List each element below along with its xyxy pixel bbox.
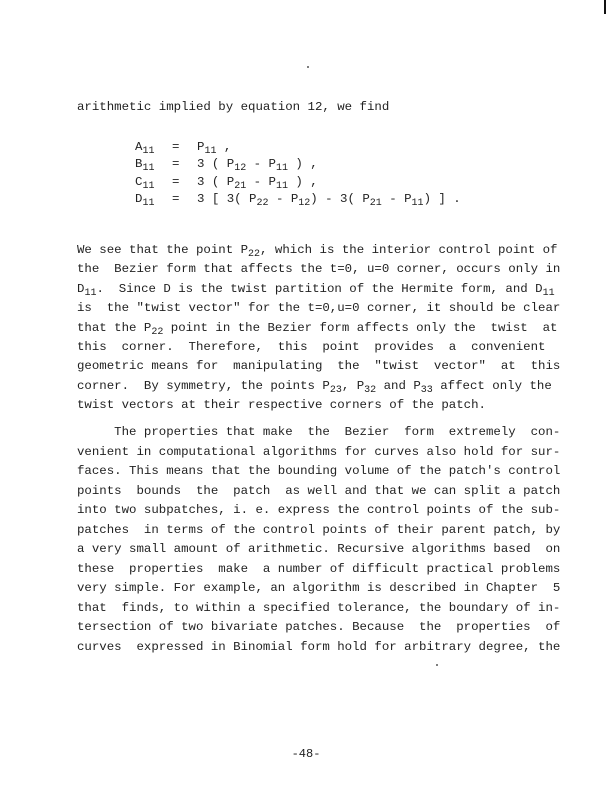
margin-mark <box>604 0 606 14</box>
page-number: -48- <box>291 747 321 761</box>
equation-row: $D_{11}$ = 3 [ 3( $P_{22} - P_{12}) - 3$( $P_{21} - P_{11}$) ] . <box>135 192 461 209</box>
text-line: curves expressed in Binomial form hold for arbitrary degree, the <box>77 639 561 654</box>
text-line: We see that the point $P_{22}$, which is the interior control point of <box>77 243 558 260</box>
text-line: into two subpatches, i. e. express the control points of the sub- <box>77 503 561 517</box>
equation-row: $C_{11}$ = 3 ( $P_{21} - P_{11}$ ) , <box>135 175 318 192</box>
text-line: the Bezier form that affects the t=0, u=0 corner, occurs only in <box>77 262 561 277</box>
text-line: this corner. Therefore, this point provides a convenient <box>77 340 546 354</box>
text-line: corner. By symmetry, the points $P_{23}$, $P_{32}$ and $P_{33}$ affect only the <box>77 378 552 396</box>
text-line: $D_{11}$. Since D is the twist partition of the Hermite form, and $D_{11}$ <box>77 281 555 299</box>
text-line: very simple. For example, an algorithm is described in Chapter 5 <box>77 581 561 595</box>
text-line: that the $P_{22}$ point in the Bezier form affects only the twist at <box>77 320 558 338</box>
text-line: a very small amount of arithmetic. Recursive algorithms based on <box>77 542 561 556</box>
text-line: The properties that make the Bezier form extremely con- <box>77 425 561 439</box>
text-line: twist vectors at their respective corners of the patch. <box>77 398 486 413</box>
equation-row: $A_{11}$ = $P_{11}$ , <box>135 140 232 157</box>
equation-row: $B_{11}$ = 3 ( $P_{12} - P_{11}$ ) , <box>135 157 318 174</box>
text-line: patches in terms of the control points of their parent patch, by <box>77 522 561 537</box>
text-line: these properties make a number of difficult practical problems <box>77 561 561 576</box>
text-line: geometric means for manipulating the "twist vector" at this <box>77 359 561 374</box>
text-line: is the "twist vector" for the t=0,u=0 corner, it should be clear <box>77 301 561 316</box>
text-line: venient in computational algorithms for curves also hold for sur- <box>77 444 561 459</box>
scan-speck <box>436 664 438 666</box>
text-line: that finds, to within a specified tolerance, the boundary of in- <box>77 600 561 615</box>
text-line: points bounds the patch as well and that we can split a patch <box>77 483 561 498</box>
text-line: faces. This means that the bounding volume of the patch's control <box>77 464 561 478</box>
text-line: tersection of two bivariate patches. Because the properties of <box>77 620 561 634</box>
intro-line: arithmetic implied by equation 12, we find <box>77 100 390 114</box>
scan-speck <box>307 66 309 68</box>
